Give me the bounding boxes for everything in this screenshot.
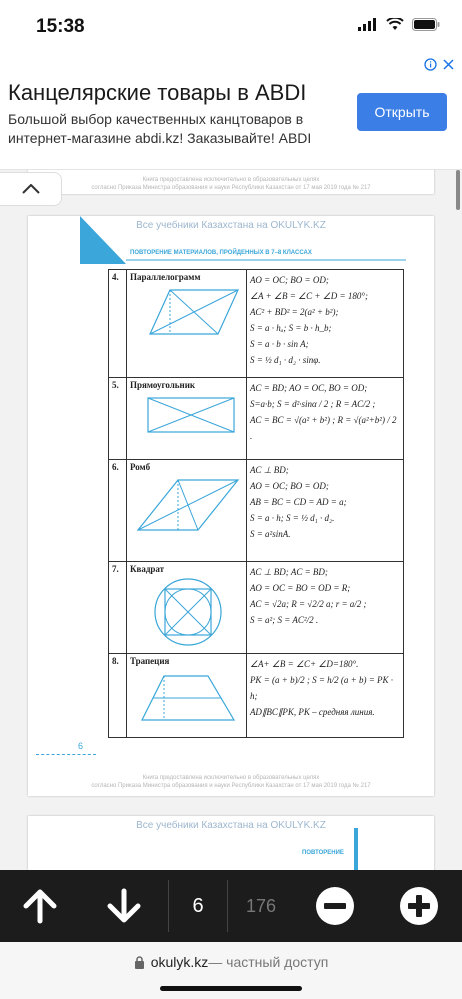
formula-line: S = a²sinA. xyxy=(249,529,291,539)
arrow-down-icon[interactable] xyxy=(106,888,142,924)
previous-page-button[interactable] xyxy=(22,888,58,929)
formula-line: AO = OC = BO = OD = R; xyxy=(249,583,351,593)
formula-cell xyxy=(246,460,403,562)
next-page-watermark: Все учебники Казахстана на OKULYK.KZ xyxy=(136,820,326,831)
address-domain[interactable]: okulyk.kz xyxy=(150,954,209,970)
ad-banner[interactable] xyxy=(0,52,462,170)
formula-table xyxy=(108,269,404,738)
row-number: 4. xyxy=(109,270,127,378)
pdf-toolbar xyxy=(0,870,462,942)
page-banner-graphic xyxy=(28,216,434,266)
table-row xyxy=(109,562,404,654)
arrow-up-icon[interactable] xyxy=(22,888,58,924)
lock-icon xyxy=(134,956,145,969)
figure-title: Квадрат xyxy=(129,564,165,574)
square-figure xyxy=(130,574,242,646)
status-icons xyxy=(358,18,440,31)
collapse-ad-button[interactable] xyxy=(0,172,62,206)
formula-line: AO = OC; BO = OD; xyxy=(249,275,329,285)
page-watermark: Все учебники Казахстана на OKULYK.KZ xyxy=(136,220,326,231)
page-number: 6 xyxy=(78,741,84,751)
formula-line: S = a · h; S = ½ d₁ · d₂. xyxy=(249,513,335,523)
ad-description: Большой выбор качественных канцтоваров в интернет-магазине abdi.kz! Заказывайте! ABDI xyxy=(8,111,312,146)
current-page-input[interactable]: 6 xyxy=(168,880,228,932)
figure-title: Трапеция xyxy=(129,656,170,666)
ad-info-controls[interactable] xyxy=(424,58,454,71)
page-footnote-2: согласно Приказа Министра образования и науки Республики Казахстан от 17 мая 2019 года № 217 xyxy=(91,783,371,789)
formula-line: ∠A + ∠B = ∠C + ∠D = 180°; xyxy=(249,291,368,301)
rectangle-figure xyxy=(130,390,242,440)
home-indicator[interactable] xyxy=(160,986,302,991)
page-footnote-1: Книга предоставлена исключительно в образовательных целях xyxy=(142,775,320,781)
status-time: 15:38 xyxy=(36,16,85,37)
previous-page xyxy=(28,170,434,194)
status-bar xyxy=(0,0,462,52)
table-row xyxy=(109,270,404,378)
minus-circle-icon[interactable] xyxy=(314,885,356,927)
row-number: 6. xyxy=(109,460,127,562)
zoom-out-button[interactable] xyxy=(314,885,356,932)
figure-title: Параллелограмм xyxy=(129,272,201,282)
formula-line: S = a · hₐ; S = b · h_b; xyxy=(249,323,332,333)
scrollbar-thumb[interactable] xyxy=(456,170,460,210)
prev-page-footnote-1: Книга предоставлена исключительно в образовательных целях xyxy=(142,177,320,183)
document-viewer[interactable] xyxy=(0,170,462,870)
zoom-in-button[interactable] xyxy=(398,885,440,932)
page-banner-text: ПОВТОРЕНИЕ МАТЕРИАЛОВ, ПРОЙДЕННЫХ В 7–8 КЛАССАХ xyxy=(130,250,312,256)
formula-line: AD∥BC∥PK, PK – средняя линия. xyxy=(249,707,375,717)
ad-title[interactable]: Канцелярские товары в ABDI xyxy=(8,80,307,105)
formula-line: S = a²; S = AC²/2 . xyxy=(249,615,319,625)
formula-line: AC = BD; AO = OC, BO = OD; xyxy=(249,383,368,393)
formula-line: S = ½ d₁ · d₂ · sinφ. xyxy=(249,355,321,365)
table-row xyxy=(109,460,404,562)
formula-cell xyxy=(246,654,403,738)
ad-open-button[interactable]: Открыть xyxy=(357,93,447,131)
formula-line: ∠A+ ∠B = ∠C+ ∠D=180°. xyxy=(249,659,359,669)
signal-icon xyxy=(358,18,378,31)
formula-line: S = a · b · sin A; xyxy=(249,339,309,349)
row-number: 7. xyxy=(109,562,127,654)
trapezoid-figure xyxy=(130,666,242,726)
figure-cell xyxy=(126,270,246,378)
table-row xyxy=(109,378,404,460)
figure-cell xyxy=(126,378,246,460)
formula-line: AC ⊥ BD; AC = BD; xyxy=(249,567,328,577)
figure-title: Прямоугольник xyxy=(129,380,196,390)
parallelogram-figure xyxy=(130,282,242,342)
row-number: 5. xyxy=(109,378,127,460)
formula-line: AC = √2a; R = √2/2 a; r = a/2 ; xyxy=(249,599,367,609)
figure-title: Ромб xyxy=(129,462,151,472)
figure-cell xyxy=(126,562,246,654)
formula-line: AO = OC; BO = OD; xyxy=(249,481,329,491)
wifi-icon xyxy=(386,18,404,31)
next-page-button[interactable] xyxy=(106,888,142,929)
chevron-up-icon[interactable] xyxy=(22,184,40,194)
row-number: 8. xyxy=(109,654,127,738)
ad-info-icon[interactable] xyxy=(424,58,437,71)
figure-cell xyxy=(126,654,246,738)
ad-close-icon[interactable] xyxy=(443,59,454,70)
figure-cell xyxy=(126,460,246,562)
total-pages: 176 xyxy=(246,896,277,916)
rhombus-figure xyxy=(130,472,242,536)
battery-icon xyxy=(412,18,440,31)
prev-page-footnote-2: согласно Приказа Министра образования и науки Республики Казахстан от 17 мая 2019 года № 217 xyxy=(91,185,371,191)
address-privacy: — частный доступ xyxy=(208,954,329,970)
table-row xyxy=(109,654,404,738)
formula-line: AB = BC = CD = AD = a; xyxy=(249,497,347,507)
page-number-rule xyxy=(36,754,96,755)
textbook-page xyxy=(28,216,434,796)
plus-circle-icon[interactable] xyxy=(398,885,440,927)
formula-line: AC = BC = √(a² + b²) ; R = √(a²+b²) / 2 . xyxy=(249,415,397,441)
formula-cell xyxy=(246,562,403,654)
formula-line: PK = (a + b)/2 ; S = h/2 (a + b) = PK · h; xyxy=(249,675,394,701)
formula-cell xyxy=(246,378,403,460)
next-page-banner-text: ПОВТОРЕНИЕ xyxy=(302,850,344,856)
formula-cell xyxy=(246,270,403,378)
formula-line: S=a·b; S = d²·sinα / 2 ; R = AC/2 ; xyxy=(249,399,376,409)
next-page xyxy=(28,816,434,870)
next-page-banner-bar xyxy=(354,828,358,870)
formula-line: AC ⊥ BD; xyxy=(249,465,289,475)
formula-line: AC² + BD² = 2(a² + b²); xyxy=(249,307,339,317)
